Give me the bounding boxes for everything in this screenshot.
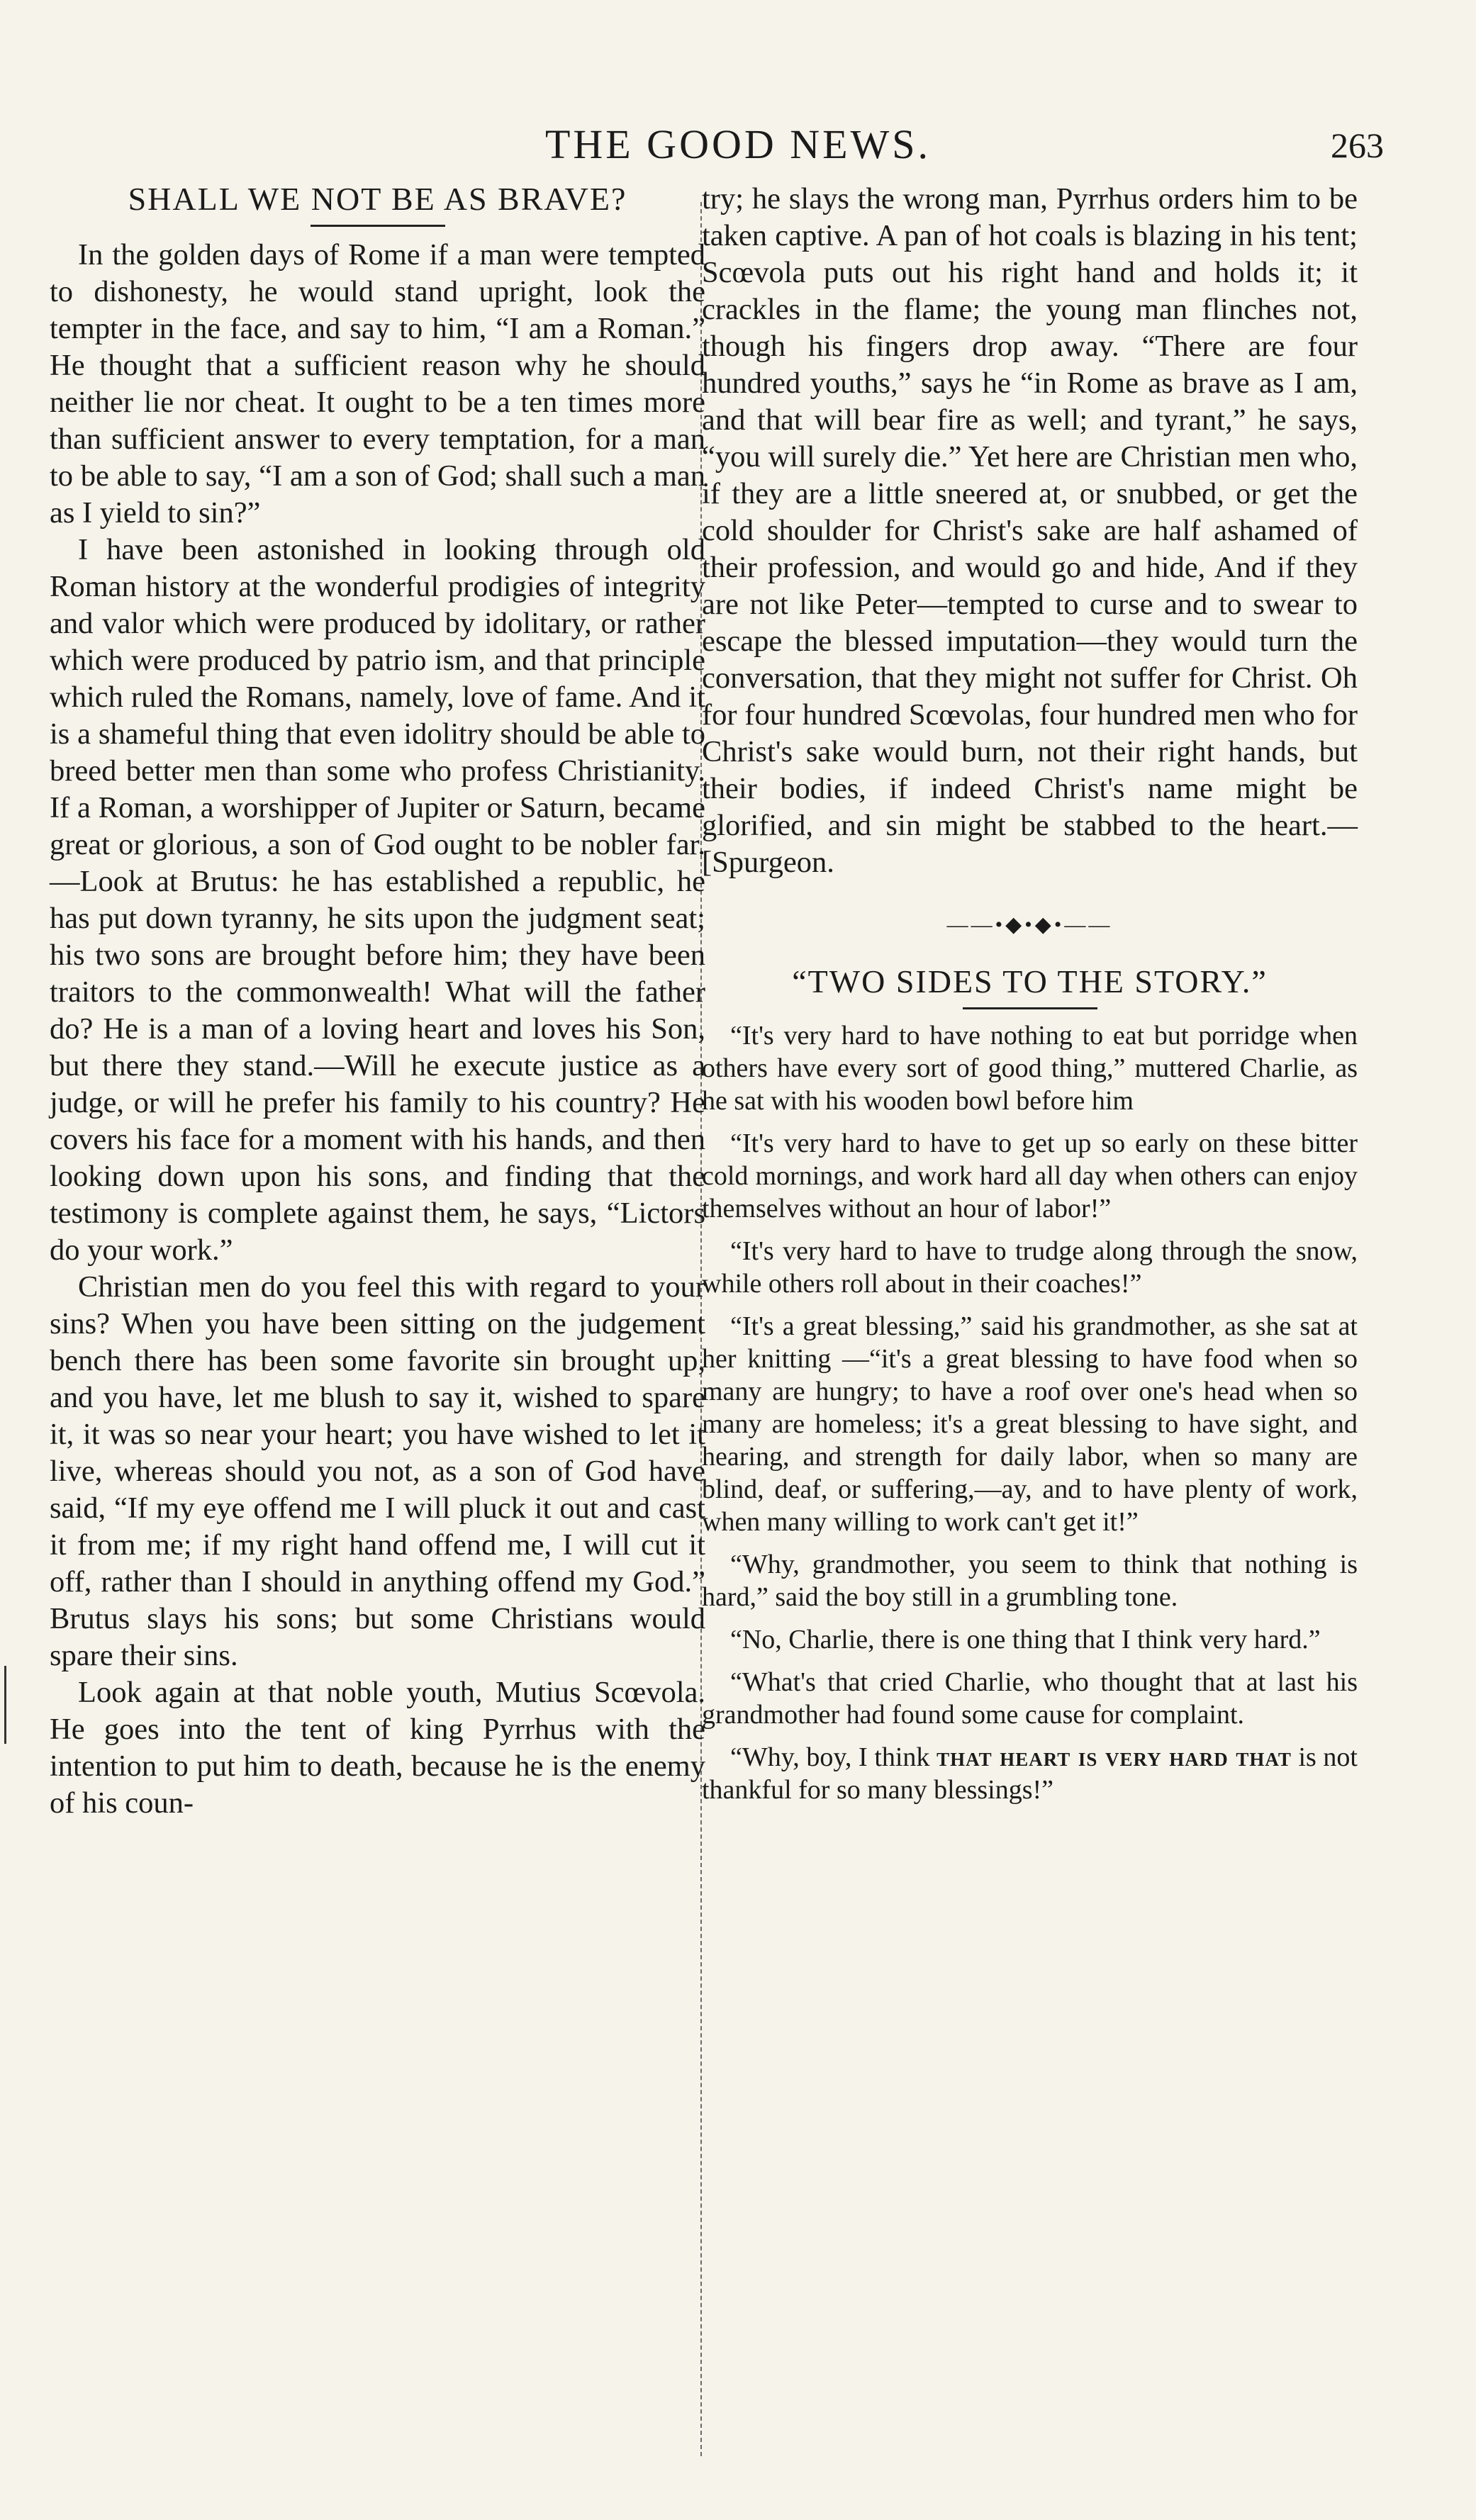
left-column xyxy=(50,181,705,1822)
final-text-start: “Why, boy, I think xyxy=(730,1742,937,1772)
page-number: 263 xyxy=(1331,125,1384,165)
section-ornament: ——•◆•◆•—— xyxy=(946,913,1113,936)
article-paragraph: In the golden days of Rome if a man were tempted to dishonesty, he would stand upright, look the tempter in the face, and say to him, “I am a Roman.” He thought that a sufficient reason why he should neither lie nor cheat. It ought to be a ten times more than sufficient answer to every temptation, for a man to be able to say, “I am a son of God; shall such a man as I yield to sin?” xyxy=(50,238,705,530)
margin-mark xyxy=(4,1666,6,1744)
story-paragraph: “It's very hard to have nothing to eat but porridge when others have every sort of good thing,” muttered Charlie, as he sat with his wooden bowl before him xyxy=(702,1021,1358,1116)
story-paragraph: “No, Charlie, there is one thing that I think very hard.” xyxy=(730,1625,1321,1654)
article-title: SHALL WE NOT BE AS BRAVE? xyxy=(128,181,627,217)
right-column xyxy=(702,181,1358,1806)
final-text-emphasis: that heart is very hard that xyxy=(937,1742,1292,1772)
story-paragraph-final xyxy=(702,1741,1358,1806)
article-paragraph-continued: try; he slays the wrong man, Pyrrhus orders him to be taken captive. A pan of hot coals is blazing in his tent; Scœvola puts out his right hand and holds it; it crackles in the flame; the young man flinches not, though his fingers drop away. “There are four hundred youths,” says he “in Rome as brave as I am, and that will bear fire as well; and tyrant,” he says, “you will surely die.” Yet here are Christian men who, if they are a little sneered at, or snubbed, or get the cold shoulder for Christ's sake are half ashamed of their profession, and would go and hide, And if they are not like Peter—tempted to curse and to swear to escape the blessed imputation—they would turn the conversation, that they might not suffer for Christ. Oh for four hundred Scœvolas, four hundred men who for Christ's sake would burn, not their right hands, but their bodies, if indeed Christ's name might be glorified, and sin might be stabbed to the heart.—[Spurgeon. xyxy=(702,182,1358,879)
story-paragraph: “What's that cried Charlie, who thought that at last his grandmother had found some cause for complaint. xyxy=(702,1667,1358,1730)
story-paragraph: “Why, grandmother, you seem to think that nothing is hard,” said the boy still in a grumbling tone. xyxy=(702,1550,1358,1612)
story-paragraph: “It's very hard to have to get up so early on these bitter cold mornings, and work hard all day when others can enjoy themselves without an hour of labor!” xyxy=(702,1129,1358,1223)
article-paragraph: I have been astonished in looking through old Roman history at the wonderful prodigies of integrity and valor which were produced by idolitary, or rather which were produced by patrio ism, and that principle which ruled the Romans, namely, love of fame. And it is a shameful thing that even idolitry should be able to breed better men than some who profess Christianity. If a Roman, a worshipper of Jupiter or Saturn, became great or glorious, a son of God ought to be nobler far.—Look at Brutus: he has established a republic, he has put down tyranny, he sits upon the judgment seat; his two sons are brought before him; they have been traitors to the commonwealth! What will the father do? He is a man of a loving heart and loves his Son, but there they stand.—Will he execute justice as a judge, or will he prefer his family to his country? He covers his face for a moment with his hands, and then looking down upon his sons, and finding that the testimony is complete against them, he says, “Lictors do your work.” xyxy=(50,533,705,1267)
final-text-end: is not thankful for so many blessings!” xyxy=(702,1742,1358,1805)
story-body xyxy=(702,1019,1358,1806)
title-rule xyxy=(311,225,445,227)
article-title: “TWO SIDES TO THE STORY.” xyxy=(792,963,1268,999)
title-rule xyxy=(963,1007,1097,1009)
running-header xyxy=(0,121,1476,170)
running-title: THE GOOD NEWS. xyxy=(544,121,932,167)
story-paragraph: “It's a great blessing,” said his grandmother, as she sat at her knitting —“it's a great blessing to have food when so many are hungry; to have a roof over one's head when so many are homeless; it's a great blessing to have sight, and hearing, and strength for daily labor, when so many are blind, deaf, or suffering,—ay, and to have plenty of work, when many willing to work can't get it!” xyxy=(702,1311,1358,1537)
article-paragraph: Christian men do you feel this with regard to your sins? When you have been sitting on the judgement bench there has been some favorite sin brought up, and you have, let me blush to say it, wished to spare it, it was so near your heart; you have wished to let it live, whereas should you not, as a son of God have said, “If my eye offend me I will pluck it out and cast it from me; if my right hand offend me, I will cut it off, rather than I should in anything offend my God.” Brutus slays his sons; but some Christians would spare their sins. xyxy=(50,1270,705,1672)
article-paragraph: Look again at that noble youth, Mutius Scœvola. He goes into the tent of king Pyrrhus with the intention to put him to death, because he is the enemy of his coun- xyxy=(50,1676,705,1820)
story-paragraph: “It's very hard to have to trudge along through the snow, while others roll about in their coaches!” xyxy=(702,1236,1358,1299)
